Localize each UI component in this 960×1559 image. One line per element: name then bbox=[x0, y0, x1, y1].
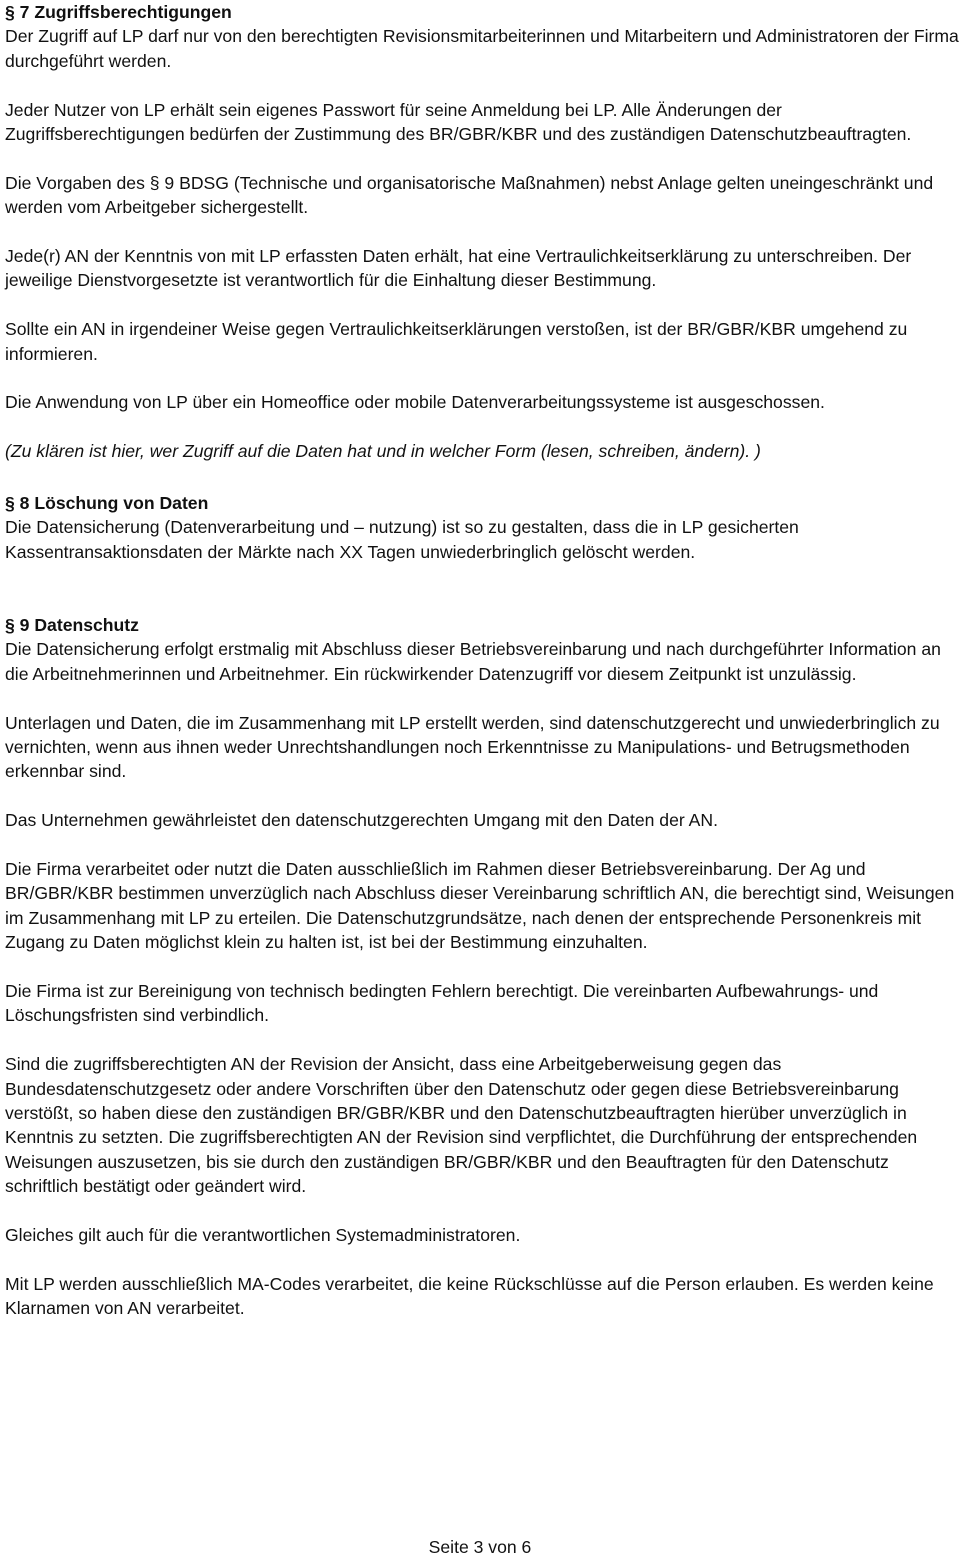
section-8-heading: § 8 Löschung von Daten bbox=[5, 493, 209, 514]
page-number: Seite 3 von 6 bbox=[428, 1537, 532, 1557]
section-9-paragraph-2: Unterlagen und Daten, die im Zusammenhang mit LP erstellt werden, sind datenschutzgerecht und unwiederbringlich zu vernichten, wenn aus ihnen weder Unrechtshandlungen noch Erkenntnisse zu Manipulations- und Betrugsmethoden erkennbar sind. bbox=[5, 712, 940, 782]
section-9-heading: § 9 Datenschutz bbox=[5, 615, 139, 636]
spacer bbox=[5, 589, 960, 613]
section-7-note: (Zu klären ist hier, wer Zugriff auf die Daten hat und in welcher Form (lesen, schreiben, ändern). ) bbox=[5, 441, 761, 462]
section-9-paragraph-4: Die Firma verarbeitet oder nutzt die Daten ausschließlich im Rahmen dieser Betriebsvereinbarung. Der Ag und BR/GBR/KBR bestimmen unverzüglich nach Abschluss dieser Vereinbarung schriftlich AN, die berechtigt sind, Weisungen im Zusammenhang mit LP zu erteilen. Die Datenschutzgrundsätze, nach denen der entsprechende Personenkreis mit Zugang zu Daten möglichst klein zu halten ist, ist bei der Bestimmung einzuhalten. bbox=[5, 859, 955, 953]
section-7-paragraph-1: Der Zugriff auf LP darf nur von den berechtigten Revisionsmitarbeiterinnen und Mitarbeitern und Administratoren der Firma durchgeführt werden. bbox=[5, 26, 959, 71]
document-page bbox=[5, 0, 960, 1321]
section-9-paragraph-1: Die Datensicherung erfolgt erstmalig mit Abschluss dieser Betriebsvereinbarung und nach durchgeführter Information an die Arbeitnehmerinnen und Arbeitnehmer. Ein rückwirkender Datenzugriff vor diesem Zeitpunkt ist unzulässig. bbox=[5, 639, 941, 684]
section-7-paragraph-5: Sollte ein AN in irgendeiner Weise gegen Vertraulichkeitserklärungen verstoßen, ist der BR/GBR/KBR umgehend zu informieren. bbox=[5, 319, 908, 364]
section-9-paragraph-8: Mit LP werden ausschließlich MA-Codes verarbeitet, die keine Rückschlüsse auf die Person erlauben. Es werden keine Klarnamen von AN verarbeitet. bbox=[5, 1273, 934, 1319]
section-7-paragraph-3: Die Vorgaben des § 9 BDSG (Technische und organisatorische Maßnahmen) nebst Anlage gelten uneingeschränkt und werden vom Arbeitgeber sichergestellt. bbox=[5, 172, 934, 218]
section-7-paragraph-4: Jede(r) AN der Kenntnis von mit LP erfassten Daten erhält, hat eine Vertraulichkeitserklärung zu unterschreiben. Der jeweilige Dienstvorgesetzte ist verantwortlich für die Einhaltung dieser Bestimmung. bbox=[5, 246, 912, 291]
section-9-paragraph-7: Gleiches gilt auch für die verantwortlichen Systemadministratoren. bbox=[5, 1225, 521, 1246]
section-7-paragraph-6: Die Anwendung von LP über ein Homeoffice oder mobile Datenverarbeitungssysteme ist ausgeschossen. bbox=[5, 392, 825, 413]
section-9-paragraph-5: Die Firma ist zur Bereinigung von technisch bedingten Fehlern berechtigt. Die vereinbarten Aufbewahrungs- und Löschungsfristen sind verbindlich. bbox=[5, 981, 879, 1026]
section-9-paragraph-6: Sind die zugriffsberechtigten AN der Revision der Ansicht, dass eine Arbeitgeberweisung gegen das Bundesdatenschutzgesetz oder andere Vorschriften über den Datenschutz oder gegen diese Betriebsvereinbarung verstößt, so haben diese den zuständigen BR/GBR/KBR und den Datenschutzbeauftragten hierüber unverzüglich in Kenntnis zu setzten. Die zugriffsberechtigten AN der Revision sind verpflichtet, die Durchführung der entsprechenden Weisungen auszusetzen, bis sie durch den zuständigen BR/GBR/KBR und den Beauftragten für den Datenschutz schriftlich bestätigt oder geändert wird. bbox=[5, 1054, 918, 1197]
section-8-paragraph-1: Die Datensicherung (Datenverarbeitung und – nutzung) ist so zu gestalten, dass die in LP gesicherten Kassentransaktionsdaten der Märkte nach XX Tagen unwiederbringlich gelöscht werden. bbox=[5, 517, 799, 562]
section-7-heading: § 7 Zugriffsberechtigungen bbox=[5, 2, 232, 22]
page-footer bbox=[0, 1535, 960, 1559]
section-7 bbox=[5, 0, 960, 464]
section-7-paragraph-2: Jeder Nutzer von LP erhält sein eigenes Passwort für seine Anmeldung bei LP. Alle Änderungen der Zugriffsberechtigungen bedürfen der Zustimmung des BR/GBR/KBR und des zuständigen Datenschutzbeauftragten. bbox=[5, 99, 912, 145]
section-9-paragraph-3: Das Unternehmen gewährleistet den datenschutzgerechten Umgang mit den Daten der AN. bbox=[5, 810, 718, 831]
section-9 bbox=[5, 613, 960, 1321]
section-8 bbox=[5, 491, 960, 564]
